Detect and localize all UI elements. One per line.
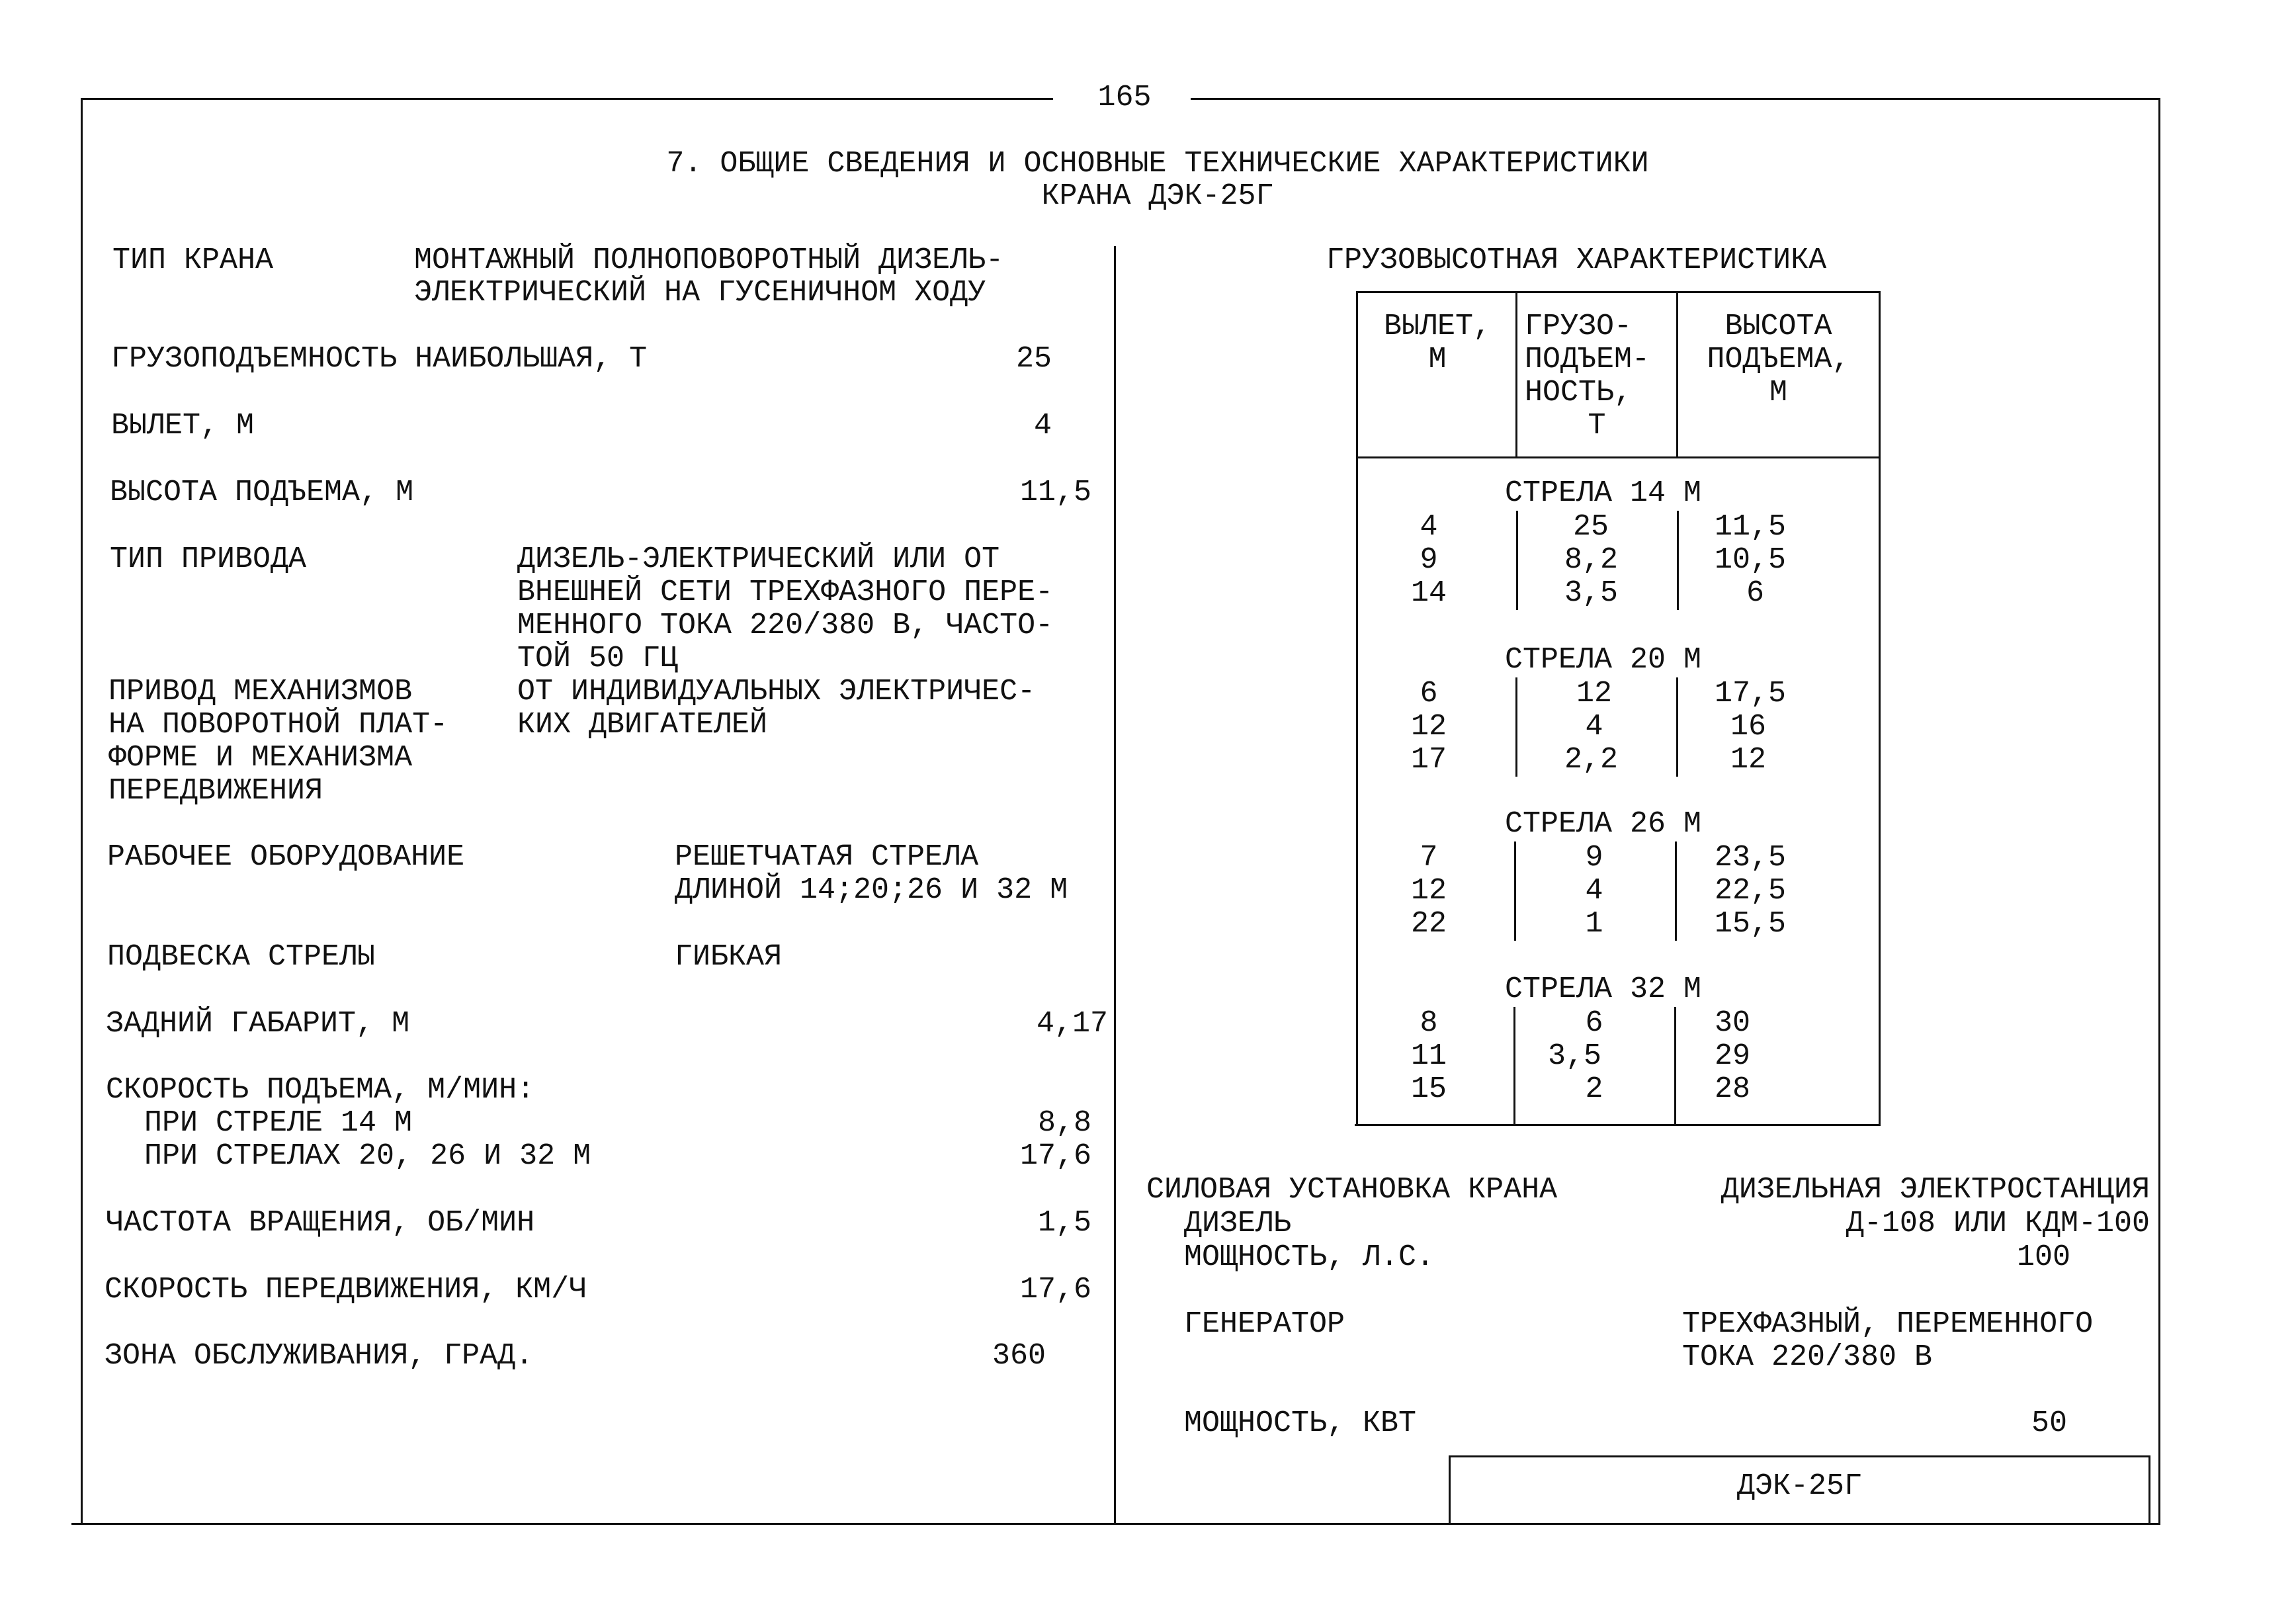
table-cell: 22,5 [1715, 874, 1787, 908]
diesel-label: ДИЗЕЛЬ [1184, 1207, 1292, 1240]
table-cell: 11,5 [1715, 510, 1787, 544]
header-capacity-4: Т [1588, 409, 1606, 443]
table-cell: 6 [1585, 1006, 1603, 1040]
table-cell: 2,2 [1564, 743, 1619, 777]
table-border-right [1879, 291, 1881, 1126]
gen-power-label: МОЩНОСТЬ, КВТ [1184, 1406, 1417, 1440]
diesel-power-value: 100 [2016, 1240, 2070, 1274]
table-cell: 14 [1410, 576, 1447, 610]
page-title-line2: КРАНА ДЭК-25Г [1041, 179, 1274, 213]
table-cell: 11 [1410, 1039, 1447, 1073]
boom-14-label: СТРЕЛА 14 М [1505, 476, 1702, 510]
diesel-power-label: МОЩНОСТЬ, Л.С. [1184, 1240, 1435, 1274]
table-cell: 9 [1585, 841, 1603, 875]
table-cell: 12 [1410, 710, 1447, 744]
table-cell: 8 [1420, 1006, 1438, 1040]
table-border-top [1356, 291, 1881, 293]
service-zone-value: 360 [992, 1339, 1046, 1373]
header-height-2: ПОДЪЕМА, [1707, 343, 1850, 376]
stamp-border-top [1449, 1455, 2148, 1457]
mech-drive-label-3: ФОРМЕ И МЕХАНИЗМА [108, 741, 413, 775]
table-cell: 8,2 [1564, 543, 1619, 577]
mech-drive-value-1: ОТ ИНДИВИДУАЛЬНЫХ ЭЛЕКТРИЧЕС- [517, 675, 1036, 709]
table-cell: 25 [1572, 510, 1609, 544]
frame-top-right [1191, 98, 2160, 100]
generator-label: ГЕНЕРАТОР [1184, 1307, 1345, 1341]
boom-32-label: СТРЕЛА 32 М [1505, 972, 1702, 1006]
boom-14-divider-2 [1677, 511, 1679, 610]
rotation-value: 1,5 [1037, 1206, 1091, 1240]
stamp-label: ДЭК-25Г [1736, 1469, 1863, 1503]
table-cell: 1 [1585, 907, 1603, 941]
table-cell: 15,5 [1715, 907, 1787, 941]
generator-value-2: ТОКА 220/380 В [1682, 1340, 1933, 1374]
frame-right [2158, 98, 2160, 1524]
lift-height-value: 11,5 [1019, 476, 1091, 509]
boom-26-divider-1 [1514, 842, 1516, 941]
table-border-left [1356, 291, 1358, 1126]
capacity-label: ГРУЗОПОДЪЕМНОСТЬ НАИБОЛЬШАЯ, Т [111, 342, 648, 376]
drive-type-value-3: МЕННОГО ТОКА 220/380 В, ЧАСТО- [517, 609, 1054, 642]
table-cell: 28 [1715, 1072, 1751, 1106]
reach-value: 4 [1033, 409, 1052, 443]
column-divider [1114, 246, 1116, 1524]
crane-type-value-2: ЭЛЕКТРИЧЕСКИЙ НА ГУСЕНИЧНОМ ХОДУ [414, 276, 986, 310]
page-number: 165 [1097, 81, 1152, 114]
table-cell: 3,5 [1548, 1039, 1602, 1073]
reach-label: ВЫЛЕТ, М [111, 409, 255, 443]
rotation-label: ЧАСТОТА ВРАЩЕНИЯ, ОБ/МИН [106, 1206, 535, 1240]
table-cell: 4 [1585, 710, 1603, 744]
travel-speed-value: 17,6 [1019, 1273, 1091, 1307]
boom-26-label: СТРЕЛА 26 М [1505, 807, 1702, 841]
table-title: ГРУЗОВЫСОТНАЯ ХАРАКТЕРИСТИКА [1326, 243, 1827, 277]
page-title-line1: 7. ОБЩИЕ СВЕДЕНИЯ И ОСНОВНЫЕ ТЕХНИЧЕСКИЕ ХАРАКТЕРИСТИКИ [666, 147, 1649, 181]
equipment-value-1: РЕШЕТЧАТАЯ СТРЕЛА [675, 840, 979, 874]
rear-clearance-value: 4,17 [1036, 1007, 1108, 1041]
lift-height-label: ВЫСОТА ПОДЪЕМА, М [110, 476, 414, 509]
mech-drive-label-4: ПЕРЕДВИЖЕНИЯ [108, 774, 323, 808]
crane-type-value-1: МОНТАЖНЫЙ ПОЛНОПОВОРОТНЫЙ ДИЗЕЛЬ- [414, 243, 1004, 277]
table-cell: 16 [1730, 710, 1767, 744]
suspension-value: ГИБКАЯ [675, 940, 783, 974]
header-height-1: ВЫСОТА [1724, 310, 1832, 343]
table-cell: 3,5 [1564, 576, 1619, 610]
boom-32-divider-2 [1674, 1007, 1676, 1124]
equipment-value-2: ДЛИНОЙ 14;20;26 И 32 М [675, 873, 1068, 907]
table-cell: 10,5 [1715, 543, 1787, 577]
travel-speed-label: СКОРОСТЬ ПЕРЕДВИЖЕНИЯ, КМ/Ч [105, 1273, 587, 1307]
table-cell: 15 [1410, 1072, 1447, 1106]
mech-drive-label-1: ПРИВОД МЕХАНИЗМОВ [108, 675, 413, 709]
power-value: ДИЗЕЛЬНАЯ ЭЛЕКТРОСТАНЦИЯ [1721, 1173, 2150, 1207]
lift-speed-14-label: ПРИ СТРЕЛЕ 14 М [144, 1106, 413, 1140]
mech-drive-label-2: НА ПОВОРОТНОЙ ПЛАТ- [108, 708, 448, 742]
table-cell: 23,5 [1715, 841, 1787, 875]
header-capacity-1: ГРУЗО- [1525, 310, 1633, 343]
boom-20-divider-2 [1676, 677, 1678, 777]
drive-type-value-1: ДИЗЕЛЬ-ЭЛЕКТРИЧЕСКИЙ ИЛИ ОТ [517, 542, 1000, 576]
table-cell: 12 [1410, 874, 1447, 908]
boom-32-divider-1 [1513, 1007, 1515, 1124]
header-capacity-2: ПОДЪЕМ- [1525, 343, 1650, 376]
frame-bottom [71, 1523, 2160, 1525]
capacity-value: 25 [1015, 342, 1052, 376]
drive-type-value-4: ТОЙ 50 ГЦ [517, 642, 679, 675]
table-cell: 12 [1730, 743, 1767, 777]
stamp-border-right [2148, 1455, 2150, 1524]
table-border-bottom [1355, 1124, 1881, 1126]
mech-drive-value-2: КИХ ДВИГАТЕЛЕЙ [517, 708, 768, 742]
frame-top-left [81, 98, 1053, 100]
table-cell: 4 [1585, 874, 1603, 908]
drive-type-value-2: ВНЕШНЕЙ СЕТИ ТРЕХФАЗНОГО ПЕРЕ- [517, 576, 1054, 609]
lift-speed-14-value: 8,8 [1037, 1106, 1091, 1140]
generator-value-1: ТРЕХФАЗНЫЙ, ПЕРЕМЕННОГО [1682, 1307, 2094, 1341]
lift-speed-label: СКОРОСТЬ ПОДЪЕМА, М/МИН: [106, 1073, 535, 1107]
boom-20-divider-1 [1515, 677, 1517, 777]
table-cell: 6 [1420, 677, 1438, 711]
crane-type-label: ТИП КРАНА [112, 243, 274, 277]
suspension-label: ПОДВЕСКА СТРЕЛЫ [107, 940, 376, 974]
drive-type-label: ТИП ПРИВОДА [110, 542, 307, 576]
header-reach-1: ВЫЛЕТ, [1383, 310, 1492, 343]
rear-clearance-label: ЗАДНИЙ ГАБАРИТ, М [106, 1007, 410, 1041]
table-cell: 9 [1420, 543, 1438, 577]
table-cell: 7 [1420, 841, 1438, 875]
lift-speed-other-value: 17,6 [1019, 1139, 1091, 1173]
table-cell: 2 [1585, 1072, 1603, 1106]
table-cell: 4 [1420, 510, 1438, 544]
service-zone-label: ЗОНА ОБСЛУЖИВАНИЯ, ГРАД. [105, 1339, 534, 1373]
power-label: СИЛОВАЯ УСТАНОВКА КРАНА [1146, 1173, 1558, 1207]
boom-26-divider-2 [1675, 842, 1677, 941]
boom-14-divider-1 [1516, 511, 1518, 610]
header-capacity-3: НОСТЬ, [1525, 376, 1633, 410]
frame-left [81, 98, 83, 1524]
table-cell: 22 [1410, 907, 1447, 941]
table-cell: 29 [1715, 1039, 1751, 1073]
table-header-rule [1356, 456, 1881, 458]
gen-power-value: 50 [2031, 1406, 2067, 1440]
header-reach-2: М [1428, 343, 1447, 376]
boom-20-label: СТРЕЛА 20 М [1505, 643, 1702, 677]
diesel-value: Д-108 ИЛИ КДМ-100 [1846, 1207, 2150, 1240]
equipment-label: РАБОЧЕЕ ОБОРУДОВАНИЕ [107, 840, 465, 874]
table-cell: 6 [1746, 576, 1765, 610]
table-cell: 17 [1410, 743, 1447, 777]
lift-speed-other-label: ПРИ СТРЕЛАХ 20, 26 И 32 М [144, 1139, 591, 1173]
table-cell: 30 [1715, 1006, 1751, 1040]
table-cell: 17,5 [1715, 677, 1787, 711]
header-height-3: М [1769, 376, 1787, 410]
table-cell: 12 [1576, 677, 1612, 711]
